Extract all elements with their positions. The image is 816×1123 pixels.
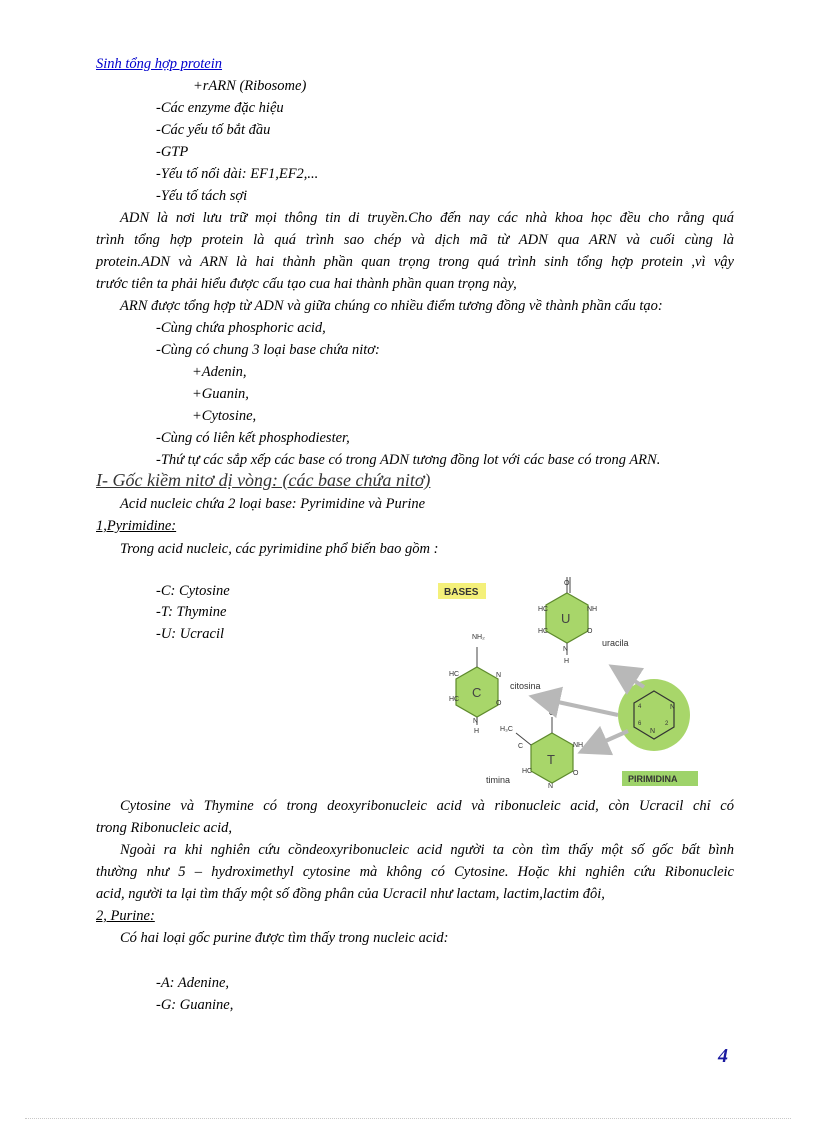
thymine-molecule	[486, 710, 583, 790]
uracila-label: uracila	[602, 638, 629, 648]
list-item: -C: Cytosine	[156, 583, 230, 599]
svg-text:NH₂: NH₂	[472, 634, 485, 641]
bases-label: BASES	[444, 587, 479, 598]
svg-text:H: H	[474, 728, 480, 735]
list-item: +Guanin,	[192, 386, 249, 402]
svg-text:HC: HC	[449, 696, 460, 703]
paragraph-line: protein.ADN và ARN là hai thành phần quan trọng trong quá trình sinh tổng hợp protein ,vì vậy	[96, 254, 734, 270]
list-item: -Cùng chứa phosphoric acid,	[156, 320, 326, 336]
svg-text:C: C	[518, 743, 524, 750]
svg-text:O: O	[573, 770, 579, 777]
pyrimidine-bases-figure	[432, 575, 712, 790]
citosina-label: citosina	[510, 681, 541, 691]
cytosine-molecule	[449, 634, 541, 735]
page-number: 4	[718, 1045, 728, 1067]
svg-text:N: N	[473, 718, 479, 725]
svg-text:N: N	[548, 783, 554, 790]
svg-text:O: O	[564, 580, 570, 587]
svg-text:N: N	[670, 704, 676, 711]
pirimidina-ring	[618, 679, 690, 751]
paragraph-line: trình tổng hợp protein là quá trình sao chép và dịch mã từ ADN qua ARN và cuối cùng là	[96, 232, 734, 248]
paragraph-line: Acid nucleic chứa 2 loại base: Pyrimidine và Purine	[120, 496, 426, 512]
pirimidina-label: PIRIMIDINA	[628, 774, 678, 784]
u-letter: U	[561, 611, 571, 626]
paragraph-line: Ngoài ra khi nghiên cứu cồndeoxyribonucleic acid người ta còn tìm thấy một số gốc bất bình	[120, 842, 734, 858]
svg-text:NH: NH	[587, 606, 598, 613]
paragraph-line: thường như 5 – hydroximethyl cytosine mà không có Cytosine. Hoặc khi nghiên cứu Ribonucleic	[96, 864, 734, 880]
list-item: -A: Adenine,	[156, 975, 230, 991]
svg-text:O: O	[587, 628, 593, 635]
svg-text:HC: HC	[449, 671, 460, 678]
section-heading: I- Gốc kiềm nitơ dị vòng: (các base chứa nitơ)	[96, 470, 431, 490]
svg-text:HC: HC	[538, 606, 549, 613]
title-link[interactable]: Sinh tổng hợp protein	[96, 56, 223, 72]
list-item: -T: Thymine	[156, 604, 227, 620]
c-letter: C	[472, 685, 482, 700]
list-item: -Cùng có chung 3 loại base chứa nitơ:	[156, 342, 380, 358]
svg-text:HC: HC	[538, 628, 549, 635]
paragraph-line: Trong acid nucleic, các pyrimidine phổ biến bao gồm :	[120, 541, 439, 557]
svg-text:6: 6	[638, 721, 642, 727]
list-item: -Cùng có liên kết phosphodiester,	[156, 430, 350, 446]
paragraph-line: trước tiên ta phải hiểu được cấu tạo cua hai thành phần quan trọng này,	[96, 276, 517, 292]
list-item: -Yếu tố tách sợi	[156, 188, 248, 204]
list-item: -Thứ tự các sắp xếp các base có trong ADN tương đồng lot với các base có trong ARN.	[156, 452, 661, 468]
svg-text:2: 2	[665, 721, 669, 727]
svg-text:HC: HC	[522, 768, 533, 775]
svg-text:O: O	[549, 710, 555, 717]
list-item: -G: Guanine,	[156, 997, 234, 1013]
list-item: -U: Ucracil	[156, 626, 225, 642]
list-item: -Các yếu tố bắt đầu	[156, 122, 271, 138]
paragraph-line: Cytosine và Thymine có trong deoxyribonucleic acid và ribonucleic acid, còn Ucracil chỉ có	[120, 798, 734, 814]
paragraph-line: ARN được tổng hợp từ ADN và giữa chúng co nhiều điểm tương đồng về thành phần cấu tạo:	[120, 298, 663, 314]
svg-text:O: O	[496, 700, 502, 707]
arrow-to-cytosine	[544, 699, 618, 715]
list-item: +rARN (Ribosome)	[193, 78, 307, 94]
uracil-molecule	[538, 577, 629, 665]
paragraph-line: ADN là nơi lưu trữ mọi thông tin di truyền.Cho đến nay các nhà khoa học đều cho rằng quá	[120, 210, 734, 226]
footer-divider	[25, 1118, 791, 1119]
list-item: -GTP	[156, 144, 189, 160]
list-item: -Yếu tố nối dài: EF1,EF2,...	[156, 166, 319, 182]
list-item: -Các enzyme đặc hiệu	[156, 100, 284, 116]
svg-text:N: N	[563, 646, 569, 653]
subheading: 1,Pyrimidine:	[96, 518, 177, 534]
list-item: +Cytosine,	[192, 408, 257, 424]
timina-label: timina	[486, 775, 511, 785]
list-item: +Adenin,	[192, 364, 247, 380]
arrow-to-thymine	[592, 731, 628, 747]
subheading: 2, Purine:	[96, 908, 155, 924]
svg-text:N: N	[496, 672, 502, 679]
arrow-to-uracil	[622, 673, 644, 687]
paragraph-line: acid, người ta lại tìm thấy một số đồng phân của Ucracil như lactam, lactim,lactim đôi,	[96, 886, 605, 902]
svg-text:NH: NH	[573, 742, 584, 749]
svg-text:H: H	[564, 658, 570, 665]
paragraph-line: trong Ribonucleic acid,	[96, 820, 232, 836]
svg-text:4: 4	[638, 704, 642, 710]
paragraph-line: Có hai loại gốc purine được tìm thấy trong nucleic acid:	[120, 930, 449, 946]
svg-text:N: N	[650, 728, 656, 735]
t-letter: T	[547, 752, 555, 767]
svg-text:H₃C: H₃C	[500, 726, 513, 733]
